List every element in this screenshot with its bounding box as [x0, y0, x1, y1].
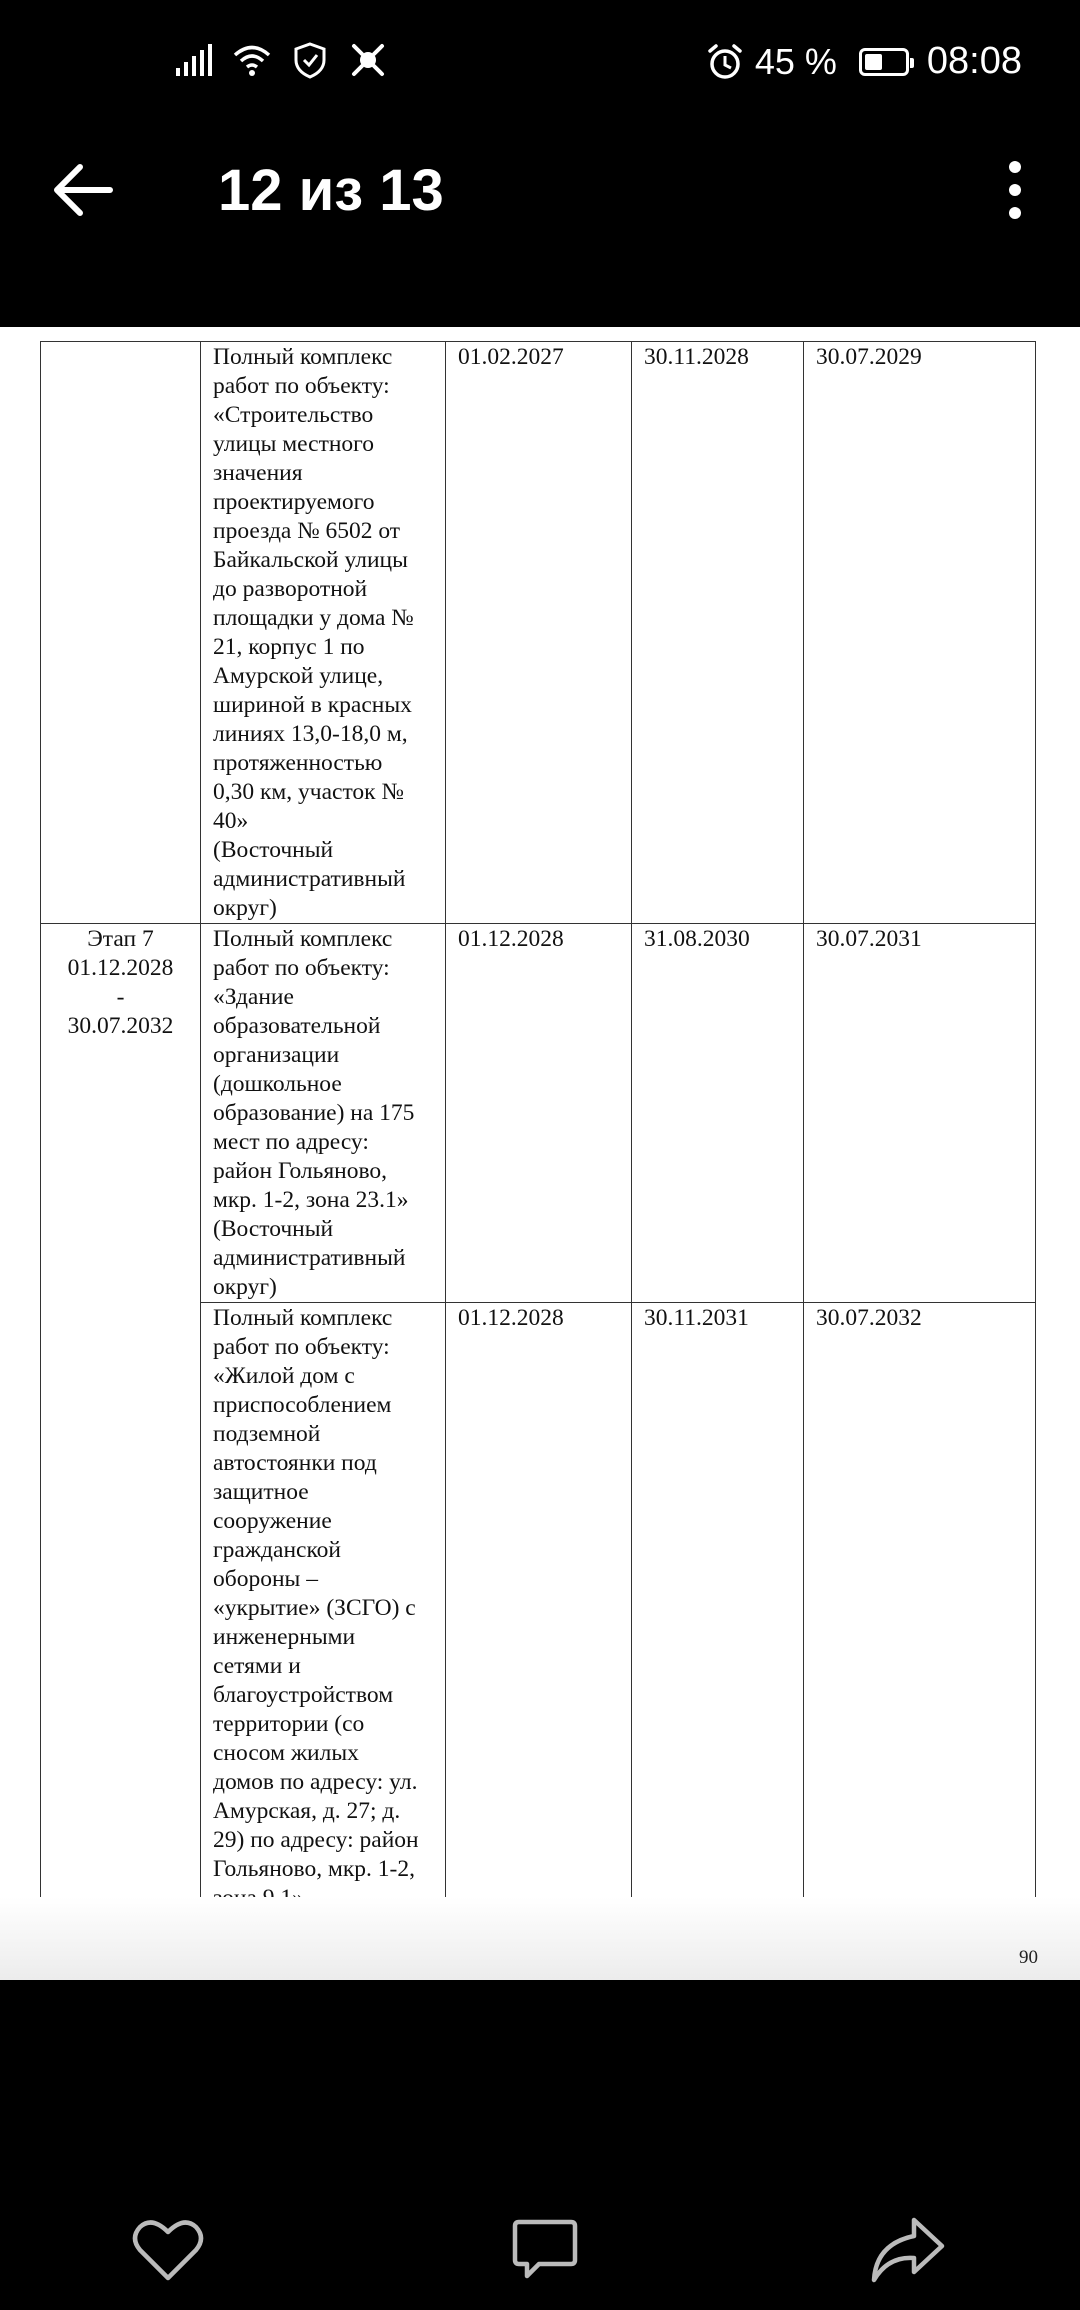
start-date: 01.12.2028 [458, 926, 564, 952]
date-cell [446, 342, 632, 924]
start-date: 01.02.2027 [458, 344, 564, 370]
date-cell [804, 1303, 1036, 1914]
date-cell [446, 1303, 632, 1914]
date-cell [632, 342, 804, 924]
schedule-table [40, 341, 1036, 1914]
status-bar-left-icons [174, 40, 388, 80]
date-cell [446, 924, 632, 1303]
document-page[interactable] [0, 327, 1080, 1980]
app-bar [0, 125, 1080, 327]
final-date: 30.07.2029 [816, 344, 922, 370]
end-date: 30.11.2031 [644, 1305, 749, 1331]
date-cell [804, 924, 1036, 1303]
date-cell [804, 342, 1036, 924]
description-text: Полный комплекс работ по объекту: «Строительство улицы местного значения проектируемого проезда № 6502 от Байкальской улицы до разворотной площадки у дома № 21, корпус 1 по Амурской улице, шириной в красных линиях 13,0-18,0 м, протяженностью 0,30 км, участок № 40» (Восточный административный округ) [213, 344, 414, 921]
battery-icon [859, 48, 909, 76]
date-cell [632, 1303, 804, 1914]
bottom-action-bar [0, 2150, 1080, 2310]
table-row [41, 924, 1036, 1303]
heart-icon[interactable] [128, 2210, 208, 2290]
final-date: 30.07.2032 [816, 1305, 922, 1331]
table-row [41, 342, 1036, 924]
vpn-shield-icon [290, 40, 330, 80]
description-cell [201, 924, 446, 1303]
comment-icon[interactable] [505, 2210, 585, 2290]
more-vertical-icon[interactable] [990, 155, 1040, 225]
status-bar [0, 0, 1080, 125]
page-bottom-shadow [0, 1897, 1080, 1980]
description-text: Полный комплекс работ по объекту: «Жилой дом с приспособлением подземной автостоянки под защитное сооружение гражданской обороны – «укрытие» (ЗСГО) с инженерными сетями и благоустройством территории (со сносом жилых домов по адресу: ул. Амурская, д. 27; д. 29) по адресу: район Гольяново, мкр. 1-2, [213, 1305, 419, 1882]
description-cell [201, 1303, 446, 1914]
share-icon[interactable] [868, 2210, 948, 2290]
battery-level-fill [865, 54, 882, 70]
wifi-icon [232, 40, 272, 80]
battery-percent: 45 % [754, 40, 837, 82]
clock: 08:08 [926, 40, 1022, 82]
final-date: 30.07.2031 [816, 926, 922, 952]
arrow-left-icon[interactable] [48, 155, 118, 225]
start-date: 01.12.2028 [458, 1305, 564, 1331]
status-bar-right [705, 40, 1022, 83]
description-cell [201, 342, 446, 924]
stage-cell [41, 342, 201, 924]
page-counter-title: 12 из 13 [218, 158, 444, 223]
description-text: Полный комплекс работ по объекту: «Здание образовательной организации (дошкольное образование) на 175 мест по адресу: район Гольяново, мкр. 1-2, зона 23.1» (Восточный административный округ) [213, 926, 415, 1300]
end-date: 30.11.2028 [644, 344, 749, 370]
signal-icon [174, 40, 214, 80]
alarm-icon [705, 42, 745, 82]
end-date: 31.08.2030 [644, 926, 750, 952]
app-notification-icon [348, 40, 388, 80]
page-number: 90 [1019, 1947, 1038, 1968]
stage-cell [41, 924, 201, 1914]
stage-text: Этап 7 01.12.2028 - 30.07.2032 [67, 926, 174, 1039]
date-cell [632, 924, 804, 1303]
